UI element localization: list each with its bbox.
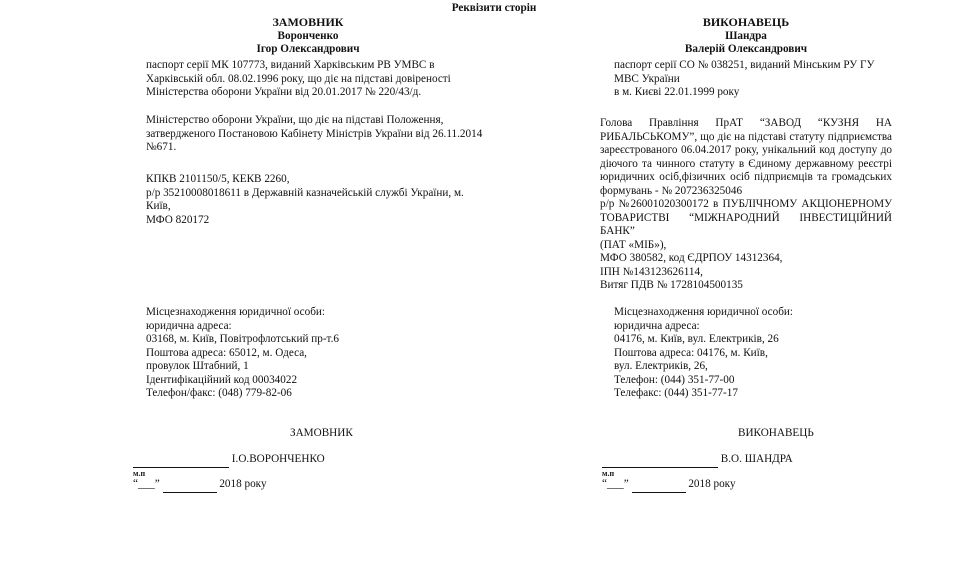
text-line: 03168, м. Київ, Повітрофлотський пр-т.6	[146, 333, 339, 345]
text-line: (ПАТ «МІБ»),	[600, 238, 667, 251]
left-bank-details	[146, 173, 464, 227]
text-line: Місцезнаходження юридичної особи:	[614, 306, 794, 318]
text-line: Витяг ПДВ № 1728104500135	[600, 279, 743, 291]
text-line: КПКВ 2101150/5, КЕКВ 2260,	[146, 173, 290, 185]
signature-underline	[602, 453, 718, 468]
right-company-paragraph	[600, 117, 892, 293]
right-surname: Шандра	[725, 30, 767, 42]
text-line: Ідентифікаційний код 00034022	[146, 373, 298, 386]
text-line: юридична адреса:	[614, 319, 700, 332]
text-line: МВС України	[614, 72, 680, 85]
date-day-placeholder: “___”	[602, 478, 629, 490]
right-signature-role: ВИКОНАВЕЦЬ	[738, 427, 814, 439]
left-role-title: ЗАМОВНИК	[272, 15, 344, 29]
right-signature-line	[602, 453, 793, 468]
text-line: Телефон/факс: (048) 779-82-06	[146, 387, 292, 399]
text-line: паспорт серії МК 107773, виданий Харківським РВ УМВС в	[146, 59, 435, 71]
left-given-name: Ігор Олександрович	[256, 43, 360, 55]
signature-underline	[133, 453, 229, 468]
text-line: Телефакс: (044) 351-77-17	[614, 387, 738, 399]
date-month-underline	[163, 478, 217, 493]
text-line: 04176, м. Київ, вул. Електриків, 26	[614, 333, 779, 345]
text-line: МФО 380582, код ЄДРПОУ 14312364,	[600, 252, 783, 264]
text-line: затвердженого Постановою Кабінету Міністрів України від 26.11.2014	[146, 127, 483, 140]
right-stamp-label: м.п	[602, 469, 615, 478]
text-line: Поштова адреса: 04176, м. Київ,	[614, 346, 768, 359]
left-surname: Воронченко	[277, 30, 339, 42]
left-date-year: 2018 року	[219, 478, 267, 490]
text-line: Харківській обл. 08.02.1996 року, що діє на підставі довіреності	[146, 72, 451, 85]
right-given-name: Валерій Олександрович	[684, 43, 808, 55]
text-line: паспорт серії СО № 038251, виданий Мінським РУ ГУ	[614, 59, 875, 71]
text-line: вул. Електриків, 26,	[614, 360, 708, 372]
date-day-placeholder: “___”	[133, 478, 160, 490]
text-line: р/р 35210008018611 в Державній казначейській службі України, м.	[146, 186, 464, 199]
text-line: Міністерства оборони України від 20.01.2017 № 220/43/д.	[146, 86, 422, 98]
document-heading: Реквізити сторін	[451, 2, 537, 14]
text-line: №671.	[146, 141, 177, 153]
right-date-line	[602, 478, 736, 493]
text-line: Міністерство оборони України, що діє на підставі Положення,	[146, 114, 444, 126]
right-role-title: ВИКОНАВЕЦЬ	[702, 15, 790, 29]
text-line: зареєстрованого 06.04.2017 року, унікальний код доступу до	[600, 144, 892, 156]
right-date-year: 2018 року	[688, 478, 736, 490]
text-line: юридична адреса:	[146, 319, 232, 332]
text-line: юридичних осіб,фізичних осіб підприємців та громадських	[600, 171, 892, 183]
text-line: р/р №26001020300172 в ПУБЛІЧНОМУ АКЦІОНЕРНОМУ	[600, 198, 892, 210]
left-ministry-paragraph	[146, 114, 482, 155]
date-month-underline	[632, 478, 686, 493]
right-address-block	[614, 306, 793, 401]
left-signature-role: ЗАМОВНИК	[290, 427, 353, 439]
left-signature-line	[133, 453, 325, 468]
text-line: в м. Києві 22.01.1999 року	[614, 86, 740, 98]
left-date-line	[133, 478, 267, 493]
text-line: РИБАЛЬСЬКОМУ”, що діє на підставі статуту підприємства	[600, 130, 892, 143]
left-address-block	[146, 306, 339, 401]
text-line: Місцезнаходження юридичної особи:	[146, 306, 326, 318]
text-line: МФО 820172	[146, 213, 210, 226]
text-line: Голова Правління ПрАТ “ЗАВОД “КУЗНЯ НА	[600, 117, 892, 129]
text-line: Поштова адреса: 65012, м. Одеса,	[146, 346, 307, 359]
text-line: провулок Штабний, 1	[146, 360, 249, 372]
right-passport-paragraph	[614, 59, 874, 100]
left-passport-paragraph	[146, 59, 451, 100]
text-line: формувань - № 207236325046	[600, 184, 743, 197]
text-line: Київ,	[146, 200, 171, 212]
text-line: ТОВАРИСТВІ “МІЖНАРОДНИЙ ІНВЕСТИЦІЙНИЙ БАНК”	[600, 211, 892, 237]
text-line: Телефон: (044) 351-77-00	[614, 373, 735, 386]
left-stamp-label: м.п	[133, 469, 146, 478]
left-signer-name: І.О.ВОРОНЧЕНКО	[231, 453, 325, 465]
right-signer-name: В.О. ШАНДРА	[720, 453, 793, 465]
text-line: діючого та чинного статуту в Єдиному державному реєстрі	[600, 157, 892, 170]
text-line: ІПН №143123626114,	[600, 265, 703, 278]
